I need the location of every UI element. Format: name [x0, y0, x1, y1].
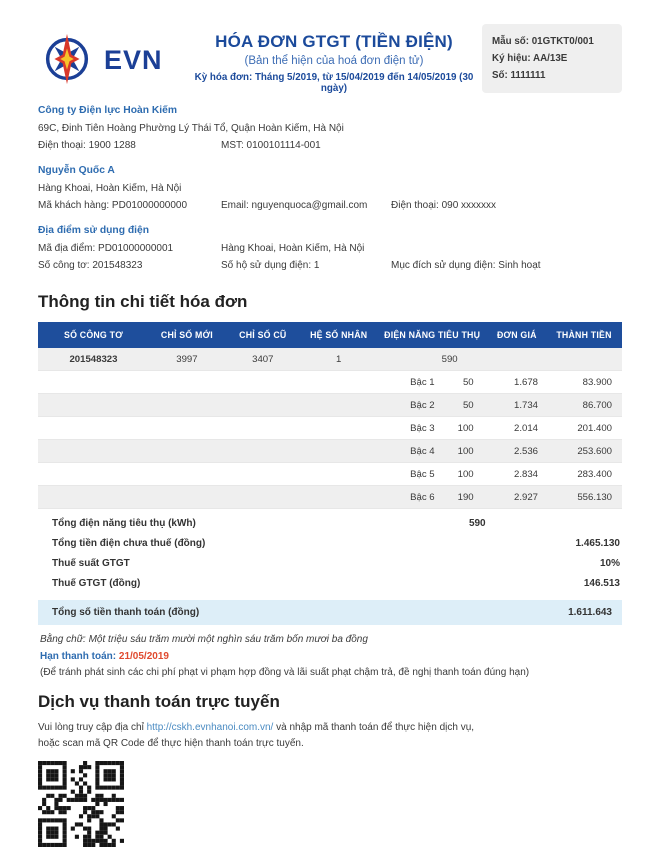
pay-line1-suffix: và nhập mã thanh toán để thực hiện dịch vụ, [273, 722, 475, 733]
tier-quantity: 50 [462, 399, 474, 411]
company-phone: Điện thoại: 1900 1288 [38, 140, 136, 151]
empty-cell [149, 463, 225, 486]
tier-label-cell [377, 463, 488, 486]
evn-logo-icon [38, 30, 96, 91]
usage-location-title: Địa điểm sử dụng điện [38, 225, 150, 236]
total-amount: 1.465.130 [575, 537, 620, 549]
cskh-portal-link[interactable]: http://cskh.evnhanoi.com.vn/ [146, 722, 274, 733]
old-index-cell: 3407 [252, 353, 274, 365]
unit-price-cell: 2.927 [514, 491, 539, 503]
unit-price-cell: 2.834 [514, 468, 539, 480]
due-date: 21/05/2019 [118, 651, 169, 662]
meter-number-cell: 201548323 [69, 353, 118, 365]
total-row-2 [38, 553, 622, 573]
company-name: Công ty Điện lực Hoàn Kiếm [38, 105, 178, 116]
empty-cell [488, 553, 546, 573]
consumption-cell: 590 [441, 353, 458, 365]
unit-price-cell: 2.014 [514, 422, 539, 434]
total-consumption [377, 573, 488, 593]
unit-price-cell: 1.678 [514, 376, 539, 388]
tier-quantity: 100 [457, 422, 474, 434]
tier-quantity: 50 [462, 376, 474, 388]
tier-label: Bậc 6 [410, 491, 435, 503]
title-block [186, 22, 482, 94]
online-payment-instructions [38, 720, 622, 751]
payment-due-line [38, 651, 622, 662]
tier-label: Bậc 2 [410, 399, 435, 411]
household-count: Số hộ sử dụng điện: 1 [221, 260, 320, 271]
location-address: Hàng Khoai, Hoàn Kiếm, Hà Nội [221, 243, 365, 254]
pay-line1-prefix: Vui lòng truy cập địa chỉ [38, 722, 147, 733]
totals-table [38, 513, 622, 593]
invoice-detail-table [38, 322, 622, 509]
invoice-header [38, 22, 622, 94]
amount-cell: 556.130 [577, 491, 612, 503]
column-header-1: CHỈ SỐ MỚI [149, 322, 225, 348]
empty-cell [149, 440, 225, 463]
tier-row-5 [38, 463, 622, 486]
location-code: Mã địa điểm: PD01000000001 [38, 243, 174, 254]
empty-cell [301, 486, 377, 509]
empty-cell [225, 394, 301, 417]
total-consumption [377, 553, 488, 573]
total-row-0 [38, 513, 622, 533]
customer-name: Nguyễn Quốc A [38, 165, 115, 176]
amount-cell: 83.900 [582, 376, 612, 388]
tier-row-2 [38, 394, 622, 417]
empty-cell [225, 440, 301, 463]
total-row-1 [38, 533, 622, 553]
tier-row-3 [38, 417, 622, 440]
empty-cell [38, 440, 149, 463]
usage-purpose: Mục đích sử dụng điện: Sinh hoạt [391, 260, 541, 271]
tier-label: Bậc 1 [410, 376, 435, 388]
column-header-5: ĐƠN GIÁ [488, 322, 546, 348]
empty-cell [38, 463, 149, 486]
customer-code: Mã khách hàng: PD01000000000 [38, 200, 188, 211]
unit-price-cell: 2.536 [514, 445, 539, 457]
tier-quantity: 190 [457, 491, 474, 503]
total-amount [546, 513, 622, 533]
invoice-title: HÓA ĐƠN GTGT (TIỀN ĐIỆN) [215, 32, 453, 51]
empty-cell [38, 394, 149, 417]
tier-quantity: 100 [457, 445, 474, 457]
grand-total-label: Tổng số tiền thanh toán (đồng) [38, 600, 546, 625]
empty-cell [488, 513, 546, 533]
empty-cell [149, 371, 225, 394]
amount-cell: 201.400 [577, 422, 612, 434]
tier-label-cell [377, 440, 488, 463]
empty-cell [149, 486, 225, 509]
tier-row-4 [38, 440, 622, 463]
empty-cell [488, 348, 546, 371]
amount-in-words: Bằng chữ: Một triệu sáu trăm mười một nghìn sáu trăm bốn mươi ba đồng [40, 634, 368, 645]
grand-total-amount: 1.611.643 [546, 600, 622, 625]
total-consumption: 590 [468, 517, 486, 529]
total-label: Thuế suất GTGT [52, 557, 130, 569]
qr-code [38, 761, 622, 850]
empty-cell [225, 486, 301, 509]
customer-phone: Điện thoại: 090 xxxxxxx [391, 200, 497, 211]
meter-number: Số công tơ: 201548323 [38, 260, 143, 271]
empty-cell [38, 486, 149, 509]
invoice-period: Kỳ hóa đơn: Tháng 5/2019, từ 15/04/2019 đến 14/05/2019 (30 ngày) [194, 72, 474, 94]
empty-cell [38, 417, 149, 440]
invoice-meta-box [482, 24, 622, 93]
amount-cell: 86.700 [582, 399, 612, 411]
company-section [38, 105, 622, 154]
meta-form-number: Mẫu số: 01GTKT0/001 [492, 36, 594, 47]
meta-serial: Ký hiệu: AA/13E [492, 53, 568, 65]
empty-cell [488, 573, 546, 593]
customer-section [38, 165, 622, 214]
total-amount: 10% [599, 557, 620, 569]
column-header-6: THÀNH TIỀN [546, 322, 622, 348]
amount-cell: 253.600 [577, 445, 612, 457]
total-amount: 146.513 [583, 577, 620, 589]
due-label: Hạn thanh toán: [40, 651, 117, 662]
customer-email: Email: nguyenquoca@gmail.com [221, 200, 368, 211]
empty-cell [301, 394, 377, 417]
meter-reading-row [38, 348, 622, 371]
customer-address: Hàng Khoai, Hoàn Kiếm, Hà Nội [38, 183, 182, 194]
tier-label-cell [377, 486, 488, 509]
logo-block [38, 22, 186, 91]
pay-line2: hoặc scan mã QR Code để thực hiện thanh toán trực tuyến. [38, 737, 304, 749]
empty-cell [225, 371, 301, 394]
total-label: Tổng tiền điện chưa thuế (đồng) [52, 537, 206, 549]
total-label: Tổng điện năng tiêu thụ (kWh) [52, 517, 196, 529]
unit-price-cell: 1.734 [514, 399, 539, 411]
empty-cell [149, 394, 225, 417]
usage-location-section [38, 225, 622, 274]
detail-section-title: Thông tin chi tiết hóa đơn [38, 292, 248, 311]
logo-text: EVN [104, 45, 163, 75]
tier-quantity: 100 [457, 468, 474, 480]
empty-cell [546, 348, 622, 371]
column-header-3: HỆ SỐ NHÂN [301, 322, 377, 348]
column-header-0: SỐ CÔNG TƠ [38, 322, 149, 348]
empty-cell [301, 371, 377, 394]
empty-cell [488, 533, 546, 553]
total-consumption [377, 533, 488, 553]
column-header-4: ĐIỆN NĂNG TIÊU THỤ [377, 322, 488, 348]
tier-label-cell [377, 371, 488, 394]
empty-cell [38, 371, 149, 394]
empty-cell [301, 417, 377, 440]
column-header-2: CHỈ SỐ CŨ [225, 322, 301, 348]
tier-label: Bậc 4 [410, 445, 435, 457]
empty-cell [225, 417, 301, 440]
company-address: 69C, Đinh Tiên Hoàng Phường Lý Thái Tổ, Quận Hoàn Kiếm, Hà Nội [38, 123, 344, 134]
tier-row-1 [38, 371, 622, 394]
new-index-cell: 3997 [176, 353, 198, 365]
total-row-3 [38, 573, 622, 593]
invoice-table-header-row [38, 322, 622, 348]
company-tax-code: MST: 0100101114-001 [221, 140, 321, 151]
amount-cell: 283.400 [577, 468, 612, 480]
multiplier-cell: 1 [336, 353, 342, 365]
invoice-subtitle: (Bản thể hiện của hoá đơn điện tử) [244, 55, 424, 67]
tier-label: Bậc 3 [410, 422, 435, 434]
tier-row-6 [38, 486, 622, 509]
late-payment-note: (Để tránh phát sinh các chi phí phạt vi phạm hợp đồng và lãi suất phạt chậm trả, đề nghị thanh toán đúng hạn) [40, 667, 530, 678]
tier-label-cell [377, 417, 488, 440]
meta-invoice-number: Số: 1111111 [492, 70, 546, 82]
tier-label-cell [377, 394, 488, 417]
empty-cell [225, 463, 301, 486]
online-payment-title: Dịch vụ thanh toán trực tuyến [38, 692, 280, 711]
empty-cell [149, 417, 225, 440]
empty-cell [301, 440, 377, 463]
empty-cell [301, 463, 377, 486]
tier-label: Bậc 5 [410, 468, 435, 480]
total-label: Thuế GTGT (đồng) [52, 577, 141, 589]
grand-total-row [38, 600, 622, 625]
